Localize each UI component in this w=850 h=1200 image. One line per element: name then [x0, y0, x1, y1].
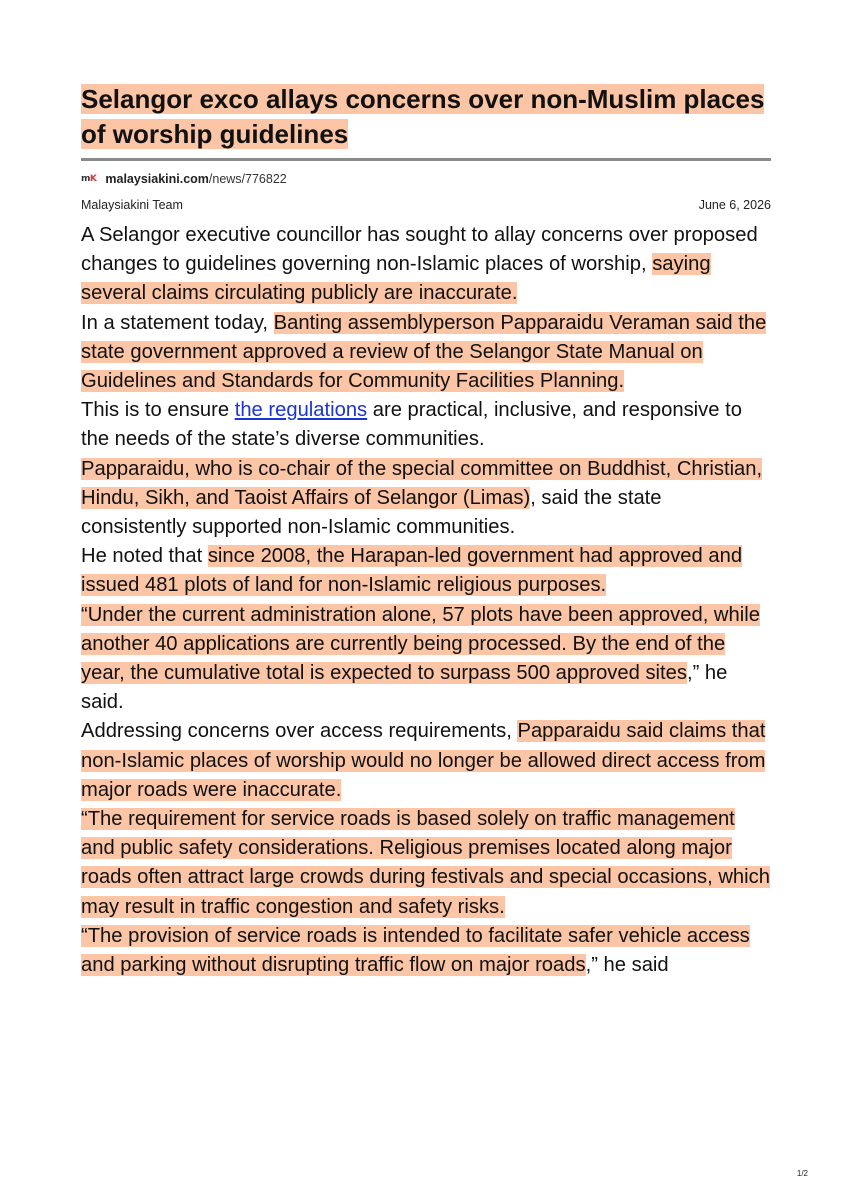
highlighted-text: Papparaidu said claims that non-Islamic places of worship would no longer be allowed direct access from major roads were inaccurate. — [81, 720, 766, 801]
highlighted-text: since 2008, the Harapan-led government had approved and issued 481 plots of land for non-Islamic religious purposes. — [81, 545, 743, 597]
article-paragraph — [81, 601, 771, 718]
paragraph-text: In a statement today, — [81, 311, 274, 334]
article-paragraph — [81, 717, 771, 805]
article-paragraph — [81, 455, 771, 543]
highlighted-text: saying several claims circulating publicly are inaccurate. — [81, 253, 711, 305]
paragraph-text: Addressing concerns over access requirements, — [81, 720, 518, 743]
highlighted-text: Banting assemblyperson Papparaidu Veraman said the state government approved a review of the Selangor State Manual on Guidelines and Standards for Community Facilities Planning. — [81, 311, 767, 393]
article-paragraph — [81, 542, 771, 600]
author: Malaysiakini Team — [81, 198, 183, 212]
article-title — [81, 82, 771, 152]
page-number: 1/2 — [796, 1169, 808, 1178]
paragraph-text: ,” he said — [585, 954, 669, 977]
paragraph-text: ,” he said. — [81, 662, 728, 714]
article-paragraph — [81, 922, 771, 980]
title-divider — [81, 158, 771, 161]
article-paragraph — [81, 221, 771, 309]
mk-logo-icon: mK — [81, 174, 97, 184]
article-body — [81, 221, 771, 980]
article-paragraph — [81, 309, 771, 397]
paragraph-text: This is to ensure — [81, 399, 235, 422]
source-domain[interactable]: malaysiakini.com — [105, 172, 209, 186]
publish-date: June 6, 2026 — [698, 198, 771, 212]
highlighted-text: Papparaidu, who is co-chair of the special committee on Buddhist, Christian, Hindu, Sikh, and Taoist Affairs of Selangor (Limas) — [81, 457, 763, 509]
article-page — [81, 82, 771, 980]
title-highlight: Selangor exco allays concerns over non-Muslim places of worship guidelines — [81, 84, 765, 149]
paragraph-text: He noted that — [81, 545, 208, 568]
source-path[interactable]: /news/776822 — [208, 172, 287, 186]
paragraph-text: A Selangor executive councillor has sought to allay concerns over proposed changes to guidelines governing non-Islamic places of worship, — [81, 224, 758, 276]
inline-link[interactable]: the regulations — [234, 399, 368, 422]
highlighted-text: “Under the current administration alone, 57 plots have been approved, while another 40 applications are currently being processed. By the end of the year, the cumulative total is expected to surpass 500 approved sites — [81, 603, 760, 685]
paragraph-text: are practical, inclusive, and responsive to the needs of the state’s diverse communities. — [81, 399, 742, 451]
paragraph-text: , said the state consistently supported non-Islamic communities. — [81, 486, 662, 539]
article-paragraph — [81, 805, 771, 922]
highlighted-text: “The provision of service roads is intended to facilitate safer vehicle access and parking without disrupting traffic flow on major roads — [81, 924, 750, 977]
source-line — [81, 171, 771, 187]
highlighted-text: “The requirement for service roads is based solely on traffic management and public safety considerations. Religious premises located along major roads often attract large crowds during festivals and special occasions, which may result in traffic congestion and safety risks. — [81, 808, 770, 918]
article-paragraph — [81, 396, 771, 454]
byline — [81, 198, 771, 214]
